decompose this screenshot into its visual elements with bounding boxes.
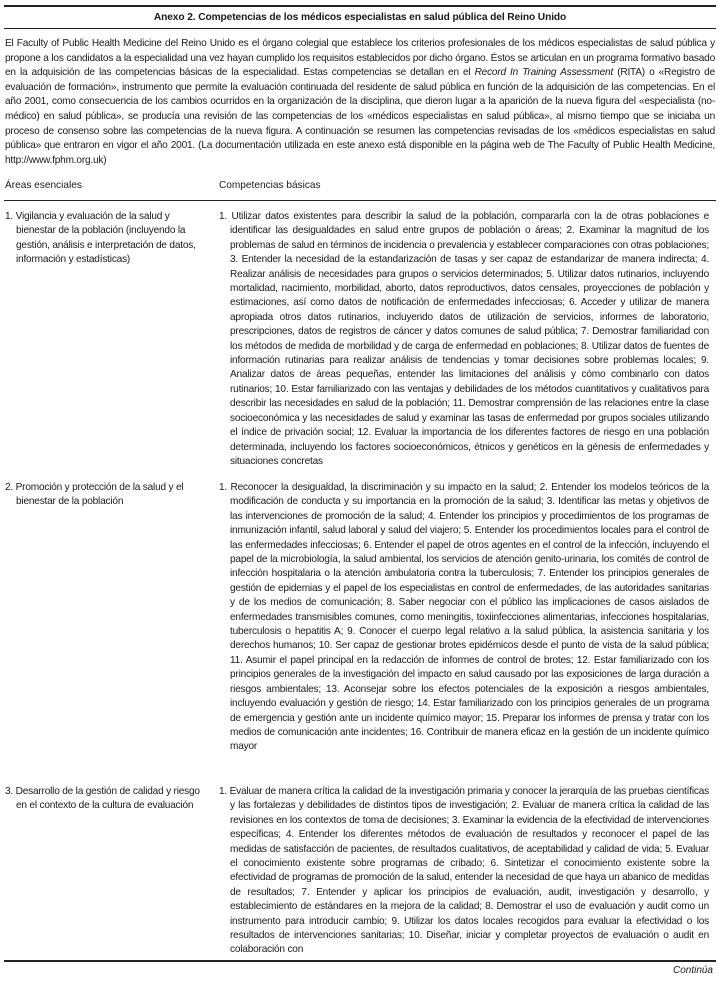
area-cell <box>5 481 205 510</box>
intro-text-2: (RITA) o «Registro de evaluación de formación», instrumento que permite la evaluación continuada del residente de salud pública en función de la adquisición de las competencias. En el año 2001, como consecuencia de los cambios ocurridos en la organización de la disciplina, que dieron lugar a la aparición de la nueva figura del «especialista (no-médico) en salud pública», se producía una revisión de las competencias de los «médicos especialistas en salud pública», al mismo tiempo que se iniciaba un proceso de consenso sobre las competencias de la nueva figura. A continuación se resumen las competencias revisadas de los «médicos especialistas en salud pública» que entraron en vigor el año 2001. (La documentación utilizada en este anexo está disponible en la página web de The Faculty of Public Health Medicine, http://www.fphm.org.uk) <box>5 67 715 166</box>
header-rule <box>4 200 716 201</box>
area-cell <box>5 785 205 814</box>
area-text: 3. Desarrollo de la gestión de calidad y riesgo en el contexto de la cultura de evaluación <box>5 786 200 812</box>
area-cell <box>5 210 205 268</box>
competencies-cell: 1. Reconocer la desigualdad, la discriminación y su impacto en la salud; 2. Entender los modelos teóricos de la modificación de conducta y su importancia en la promoción de la salud; 3. Identificar las metas y objetivos de las intervenciones de promoción de la salud; 4. Entender los principios y procedimientos de los programas de inmunización infantil, salud laboral y salud del viajero; 5. Entender los procedimientos locales para el control de las enfermedades infecciosas; 6. Entender el papel de otros agentes en el control de la infección, incluyendo el papel de la microbiología, la salud ambiental, los servicios de atención genito-urinaria, los comités de control de infección hospitalaria o la atención ambulatoria contra la tuberculosis; 7. Entender los principios generales de gestión de epidemias y el papel de los especialistas en control de enfermedades, de las autoridades sanitarias y de los medios de comunicación; 8. Saber negociar con el público las implicaciones de casos aislados de enfermedades transmisibles comunes, como meningitis, toxiinfecciones alimentarias, infecciones hospitalarias, tuberculosis o hepatitis A; 9. Conocer el cuerpo legal relativo a la salud pública, la asistencia sanitaria y los derechos humanos; 10. Ser capaz de gestionar brotes epidémicos desde el punto de vista de la salud pública; 11. Asumir el papel principal en la redacción de informes de control de brotes; 12. Estar familiarizado con los principios generales de la investigación del impacto en salud causado por las exposiciones de larga duración a riesgos ambientales; 13. Aconsejar sobre los efectos potenciales de la exposición a riesgos ambientales, incluyendo evaluación y gestión de riesgo; 14. Estar familiarizado con los principios generales de un programa de emergencia y gestión ante un incidente químico mayor; 15. Preparar los informes de prensa y tratar con los medios de comunicación ante incidentes; 16. Contribuir de manera eficaz en la gestión de un incidente químico mayor <box>219 482 709 753</box>
annex-title: Anexo 2. Competencias de los médicos especialistas en salud pública del Reino Unido <box>153 12 567 23</box>
title-rule <box>4 28 716 29</box>
intro-italic-term: Record In Training Assessment <box>474 67 614 79</box>
column-header-areas: Áreas esenciales <box>5 180 82 191</box>
area-text: 2. Promoción y protección de la salud y el bienestar de la población <box>5 482 184 508</box>
continues-label: Continúa <box>672 965 713 976</box>
intro-text-1: El Faculty of Public Health Medicine del Reino Unido es el órgano colegial que establece los criterios profesionales de los médicos especialistas de salud pública y propone a los candidatos a la especialidad una vez hayan cumplido los requisitos establecidos por dicho órgano. Éstos se articulan en un programa formativo basado en la adquisición de las competencias básicas de la especialidad. Estas competencias se detallan en el <box>5 38 715 79</box>
competencies-cell: 1. Evaluar de manera crítica la calidad de la investigación primaria y conocer la jerarquía de las pruebas científicas y las fortalezas y debilidades de distintos tipos de investigación; 2. Evaluar de manera crítica la calidad de las revisiones en los contextos de toma de decisiones; 3. Examinar la evidencia de la efectividad de intervenciones específicas; 4. Entender los diferentes métodos de evaluación de resultados y reconocer el papel de las medidas de satisfacción de pacientes, de resultados cualitativos, de aceptabilidad y calidad de vida; 5. Evaluar el conocimiento existente sobre programas de cribado; 6. Sintetizar el conocimiento existente sobre la efectividad de programas de promoción de la salud, entender la necesidad de que haya un abanico de medidas de resultados; 7. Entender y aplicar los principios de evaluación, audit, investigación y desarrollo, y establecimiento de estándares en la mejora de la calidad; 8. Demostrar el uso de evaluación y audit como un instrumento para introducir cambio; 9. Utilizar los datos locales recogidos para evaluar la efectividad o los resultados de intervenciones sanitarias; 10. Diseñar, iniciar y completar proyectos de evaluación o audit en colaboración con <box>219 786 709 956</box>
bottom-rule <box>4 960 716 962</box>
intro-paragraph <box>5 37 715 168</box>
column-header-competencies: Competencias básicas <box>219 180 321 191</box>
area-text: 1. Vigilancia y evaluación de la salud y bienestar de la población (incluyendo la gestión, análisis e interpretación de datos, información y estadísticas) <box>5 211 196 266</box>
competencies-cell: 1. Utilizar datos existentes para describir la salud de la población, compararla con la de otras poblaciones e identificar las desigualdades en salud entre grupos de población o áreas; 2. Examinar la magnitud de los problemas de salud en términos de incidencia o prevalencia y establecer comparaciones con otras poblaciones; 3. Entender la necesidad de la estandarización de tasas y ser capaz de estandarizar de manera indirecta; 4. Realizar análisis de necesidades para grupos o servicios determinados; 5. Utilizar datos rutinarios, incluyendo mortalidad, nacimiento, morbilidad, aborto, datos reproductivos, datos censales, proyecciones de población y estimaciones, así como datos de notificación de enfermedades infecciosas; 6. Acceder y utilizar de manera apropiada otros datos rutinarios, incluyendo datos de utilización de servicios, informes de laboratorio, prescripciones, datos de registros de cáncer y datos comunes de salud pública; 7. Demostrar familiaridad con los métodos de medida de morbilidad y de carga de enfermedad en poblaciones; 8. Utilizar datos de fuentes de información rutinarias para realizar análisis de tendencias y tomar decisiones sobre problemas locales; 9. Analizar datos de áreas pequeñas, entender las limitaciones del análisis y cómo combinarlo con datos rutinarios; 10. Estar familiarizado con las ventajas y debilidades de los métodos cuantitativos y cualitativos para describir las necesidades en salud de la población; 11. Demostrar comprensión de las relaciones entre la clase socioeconómica y las necesidades de salud y examinar las tasas de enfermedad por grupos sociales utilizando el índice de privación social; 12. Evaluar la importancia de los diferentes factores de riesgo en una población determinada, incluyendo los factores socioeconómicos, étnicos y genéticos en la génesis de enfermedades y situaciones concretas <box>219 211 709 467</box>
